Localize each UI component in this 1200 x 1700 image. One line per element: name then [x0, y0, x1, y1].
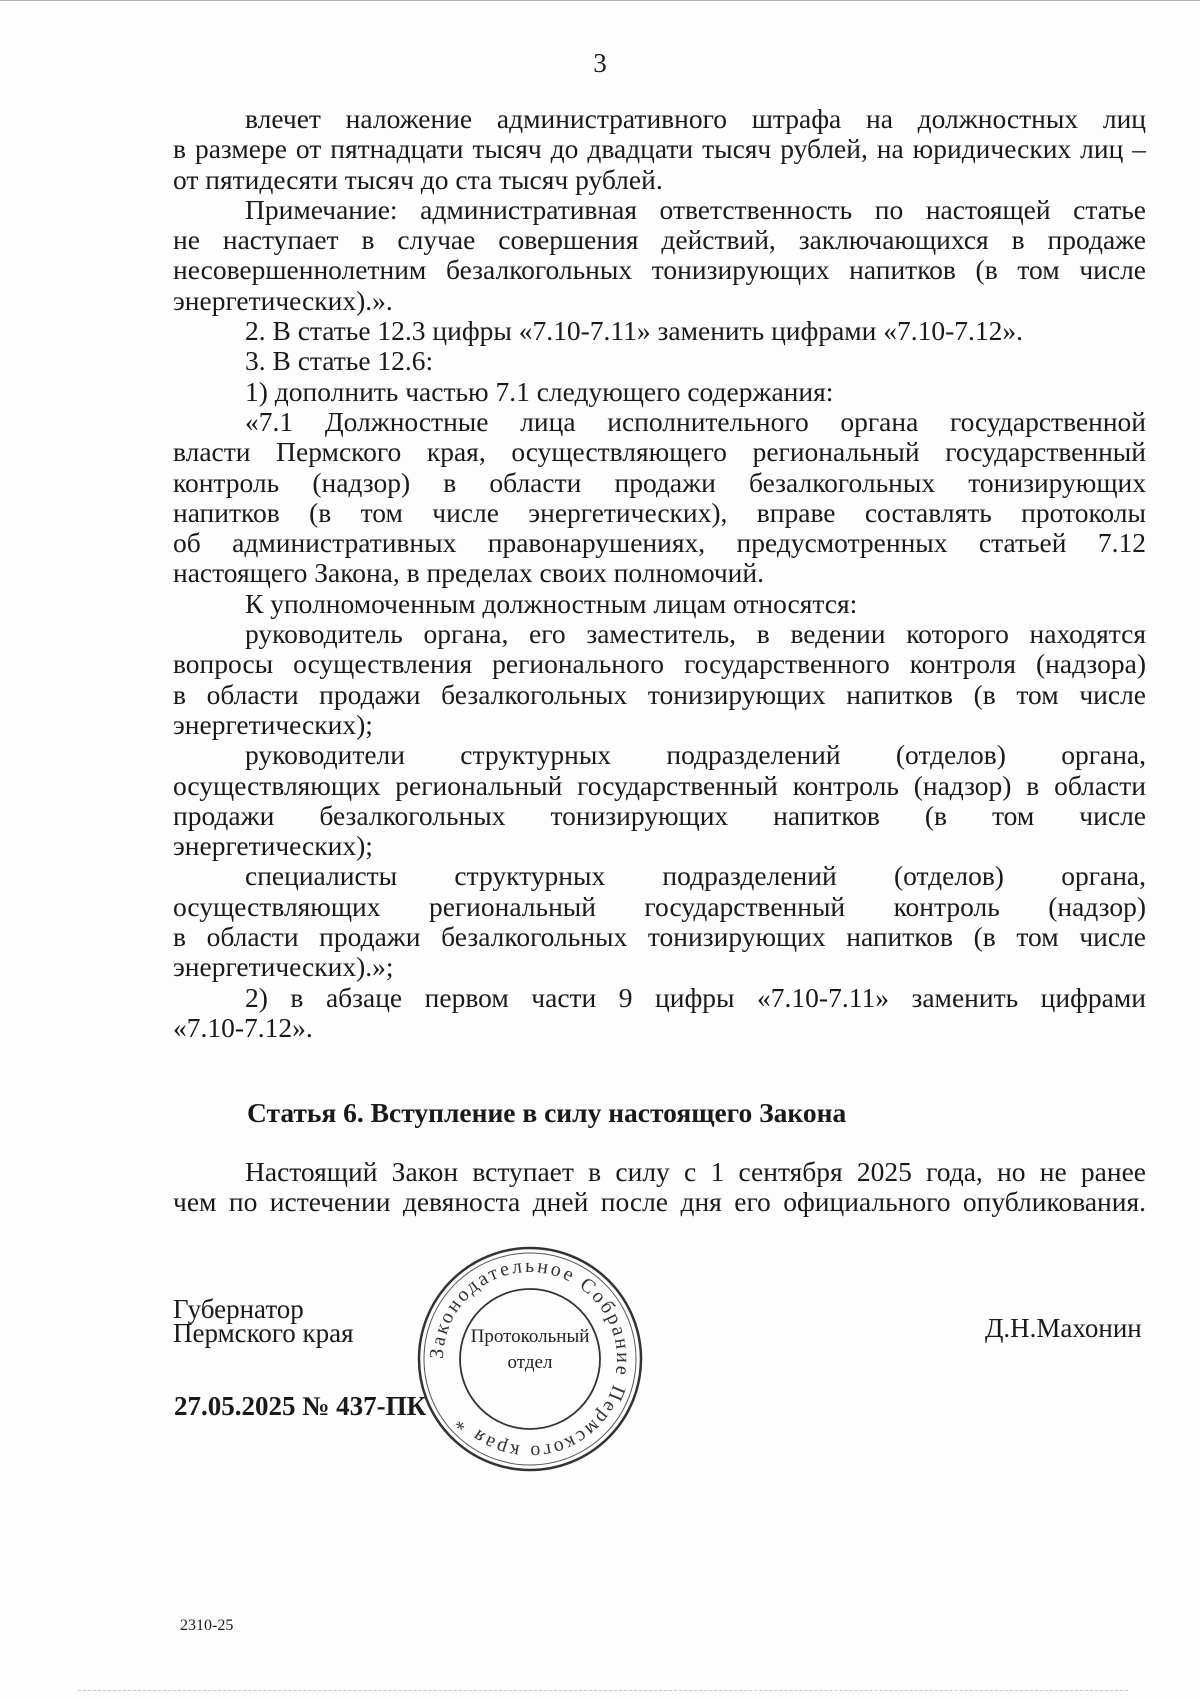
stamp-center-text: [455, 1324, 605, 1376]
text-line: 3. В статье 12.6:: [245, 346, 434, 377]
official-stamp: [415, 1244, 645, 1474]
text-line: Примечание: административная ответственность по настоящей статье: [245, 194, 1146, 225]
text-line: энергетических);: [173, 709, 373, 740]
stamp-center-line-2: отдел: [507, 1352, 553, 1373]
text-line: К уполномоченным должностным лицам относятся:: [245, 588, 858, 619]
text-line: от пятидесяти тысяч до ста тысяч рублей.: [173, 164, 663, 195]
text-line: контроль (надзор) в области продажи безалкогольных тонизирующих: [173, 467, 1146, 498]
text-line: в размере от пятнадцати тысяч до двадцати тысяч рублей, на юридических лиц –: [173, 134, 1146, 165]
bottom-border: [78, 1690, 1128, 1691]
text-line: чем по истечении девяноста дней после дня его официального опубликования.: [173, 1187, 1146, 1218]
text-line: власти Пермского края, осуществляющего региональный государственный: [173, 437, 1146, 468]
law-date-number: 27.05.2025 № 437-ПК: [174, 1391, 427, 1421]
text-line: энергетических);: [173, 831, 373, 862]
text-line: в области продажи безалкогольных тонизирующих напитков (в том числе: [173, 679, 1146, 710]
document-code: 2310-25: [180, 1617, 234, 1634]
text-line: 2) в абзаце первом части 9 цифры «7.10-7.11» заменить цифрами: [245, 982, 1146, 1013]
text-line: настоящего Закона, в пределах своих полномочий.: [173, 558, 764, 589]
text-line: 2. В статье 12.3 цифры «7.10-7.11» заменить цифрами «7.10-7.12».: [245, 316, 1024, 347]
signature-title: [173, 1294, 354, 1348]
stamp-center-line-1: Протокольный: [470, 1326, 590, 1347]
signature-title-line-1: Губернатор: [173, 1294, 304, 1324]
text-line: энергетических).»;: [173, 952, 394, 983]
text-line: вопросы осуществления регионального государственного контроля (надзора): [173, 649, 1146, 680]
page-number: 3: [593, 48, 607, 78]
article-heading: Статья 6. Вступление в силу настоящего Закона: [247, 1097, 847, 1128]
text-line: руководители структурных подразделений (отделов) органа,: [245, 740, 1146, 771]
text-line: не наступает в случае совершения действий, заключающихся в продаже: [173, 225, 1146, 256]
text-line: продажи безалкогольных тонизирующих напитков (в том числе: [173, 800, 1146, 831]
text-line: напитков (в том числе энергетических), вправе составлять протоколы: [173, 497, 1146, 528]
text-line: «7.1 Должностные лица исполнительного органа государственной: [245, 406, 1146, 437]
stamp-ring-text: Законодательное Собрание Пермского края *: [425, 1254, 635, 1464]
text-line: осуществляющих региональный государственный контроль (надзор) в области: [173, 770, 1146, 801]
text-line: 1) дополнить частью 7.1 следующего содержания:: [245, 376, 834, 407]
text-line: руководитель органа, его заместитель, в ведении которого находятся: [245, 619, 1146, 650]
text-line: несовершеннолетним безалкогольных тонизирующих напитков (в том числе: [173, 255, 1146, 286]
body-text: [173, 104, 1146, 1043]
text-line: энергетических).».: [173, 285, 393, 316]
text-line: Настоящий Закон вступает в силу с 1 сентября 2025 года, но не ранее: [245, 1157, 1146, 1187]
text-line: «7.10-7.12».: [173, 1012, 313, 1043]
text-line: влечет наложение административного штрафа на должностных лиц: [245, 104, 1146, 134]
final-provision-text: [173, 1157, 1146, 1218]
signer-name: Д.Н.Махонин: [985, 1313, 1142, 1343]
text-line: специалисты структурных подразделений (отделов) органа,: [245, 861, 1146, 892]
text-line: об административных правонарушениях, предусмотренных статьей 7.12: [173, 528, 1146, 559]
signature-title-line-2: Пермского края: [173, 1318, 354, 1348]
top-border: [0, 0, 1200, 1]
text-line: в области продажи безалкогольных тонизирующих напитков (в том числе: [173, 922, 1146, 953]
text-line: осуществляющих региональный государственный контроль (надзор): [173, 891, 1146, 922]
